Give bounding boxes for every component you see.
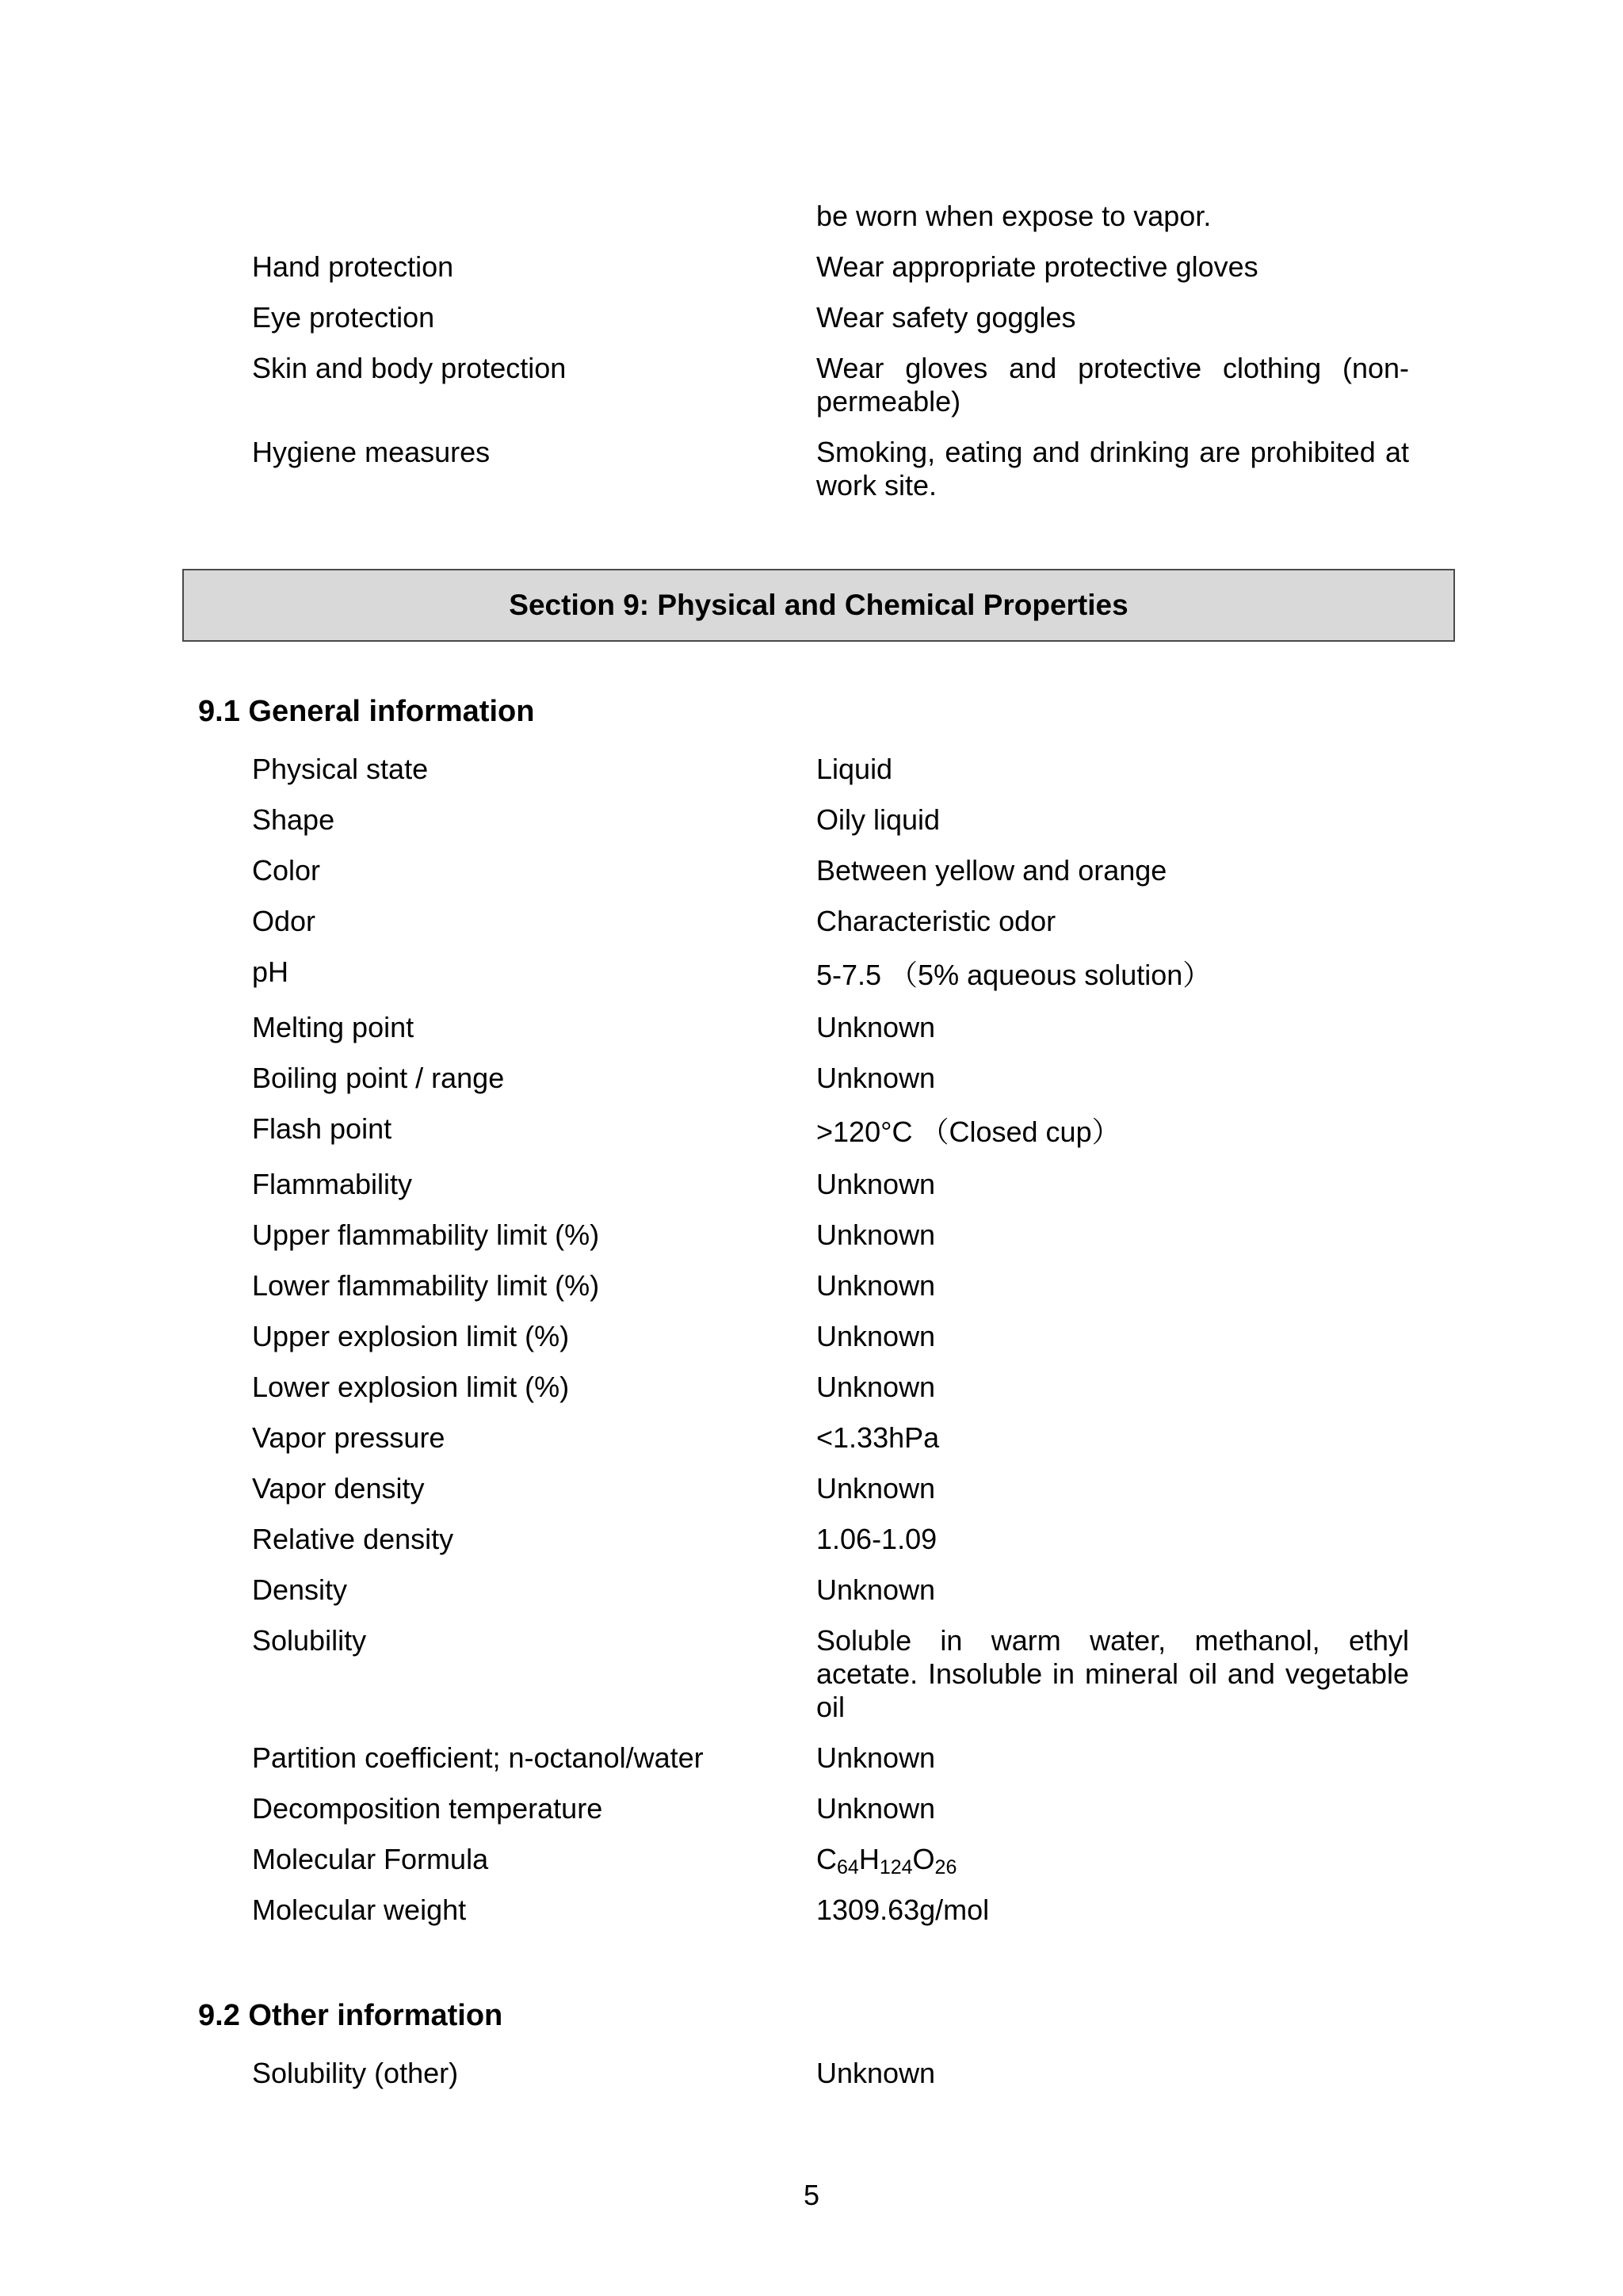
property-label: Solubility (other)	[252, 2057, 459, 2089]
skin-body-protection-value: Wear gloves and protective clothing (non-permeable)	[816, 352, 1409, 418]
eye-protection-value: Wear safety goggles	[816, 301, 1076, 334]
property-label: Lower explosion limit (%)	[252, 1371, 570, 1403]
property-value: 1309.63g/mol	[816, 1894, 990, 1926]
section-9-title: Section 9: Physical and Chemical Properties	[509, 589, 1128, 621]
property-value: Liquid	[816, 753, 893, 785]
property-label: Flash point	[252, 1112, 392, 1145]
property-label: Molecular weight	[252, 1894, 467, 1926]
formula-subscript: 64	[837, 1856, 859, 1878]
property-value: Unknown	[816, 1792, 936, 1825]
property-label: pH	[252, 955, 289, 988]
property-value: Unknown	[816, 2057, 936, 2089]
property-value: Unknown	[816, 1168, 936, 1200]
other-information-heading: 9.2 Other information	[198, 1999, 503, 2032]
property-value: Oily liquid	[816, 803, 941, 836]
property-label: Flammability	[252, 1168, 413, 1200]
property-label: Partition coefficient; n-octanol/water	[252, 1741, 704, 1774]
property-label: Density	[252, 1573, 348, 1606]
hand-protection-label: Hand protection	[252, 250, 454, 283]
property-value: Unknown	[816, 1269, 936, 1302]
property-label: Melting point	[252, 1011, 414, 1043]
formula-element: H	[858, 1843, 880, 1875]
property-value: Soluble in warm water, methanol, ethyl acetate. Insoluble in mineral oil and vegetable oil	[816, 1624, 1409, 1723]
property-label: Upper flammability limit (%)	[252, 1219, 600, 1251]
molecular-formula-value	[816, 1843, 1409, 1876]
respiratory-protection-continuation: be worn when expose to vapor.	[816, 200, 1212, 232]
property-value: >120°C （Closed cup）	[816, 1116, 1121, 1148]
property-label: Color	[252, 854, 321, 887]
property-value: Characteristic odor	[816, 905, 1056, 937]
property-value: Between yellow and orange	[816, 854, 1167, 887]
page-number: 5	[803, 2179, 820, 2211]
general-information-heading: 9.1 General information	[198, 695, 535, 728]
property-value: Unknown	[816, 1062, 936, 1094]
property-label: Solubility	[252, 1624, 367, 1657]
property-value: Unknown	[816, 1573, 936, 1606]
property-value: 5-7.5 （5% aqueous solution）	[816, 959, 1212, 991]
property-label: Vapor pressure	[252, 1421, 445, 1454]
property-label: Physical state	[252, 753, 429, 785]
property-label: Odor	[252, 905, 316, 937]
skin-body-protection-label: Skin and body protection	[252, 352, 567, 384]
property-value: Unknown	[816, 1219, 936, 1251]
hand-protection-value: Wear appropriate protective gloves	[816, 250, 1258, 283]
property-label: Vapor density	[252, 1472, 425, 1505]
property-value: <1.33hPa	[816, 1421, 940, 1454]
property-value: Unknown	[816, 1371, 936, 1403]
property-label: Upper explosion limit (%)	[252, 1320, 570, 1352]
property-label: Relative density	[252, 1523, 454, 1555]
hygiene-measures-value: Smoking, eating and drinking are prohibited at work site.	[816, 436, 1409, 502]
formula-subscript: 124	[879, 1856, 913, 1878]
formula-subscript: 26	[934, 1856, 957, 1878]
property-label: Molecular Formula	[252, 1843, 489, 1875]
section-9-header	[182, 569, 1455, 642]
property-label: Decomposition temperature	[252, 1792, 603, 1825]
formula-element: C	[816, 1843, 837, 1875]
formula-element: O	[912, 1843, 935, 1875]
property-label: Boiling point / range	[252, 1062, 505, 1094]
hygiene-measures-label: Hygiene measures	[252, 436, 491, 468]
property-value: Unknown	[816, 1472, 936, 1505]
property-value: Unknown	[816, 1011, 936, 1043]
property-value: Unknown	[816, 1741, 936, 1774]
property-value: 1.06-1.09	[816, 1523, 938, 1555]
property-label: Lower flammability limit (%)	[252, 1269, 600, 1302]
property-value: Unknown	[816, 1320, 936, 1352]
property-label: Shape	[252, 803, 335, 836]
eye-protection-label: Eye protection	[252, 301, 435, 334]
